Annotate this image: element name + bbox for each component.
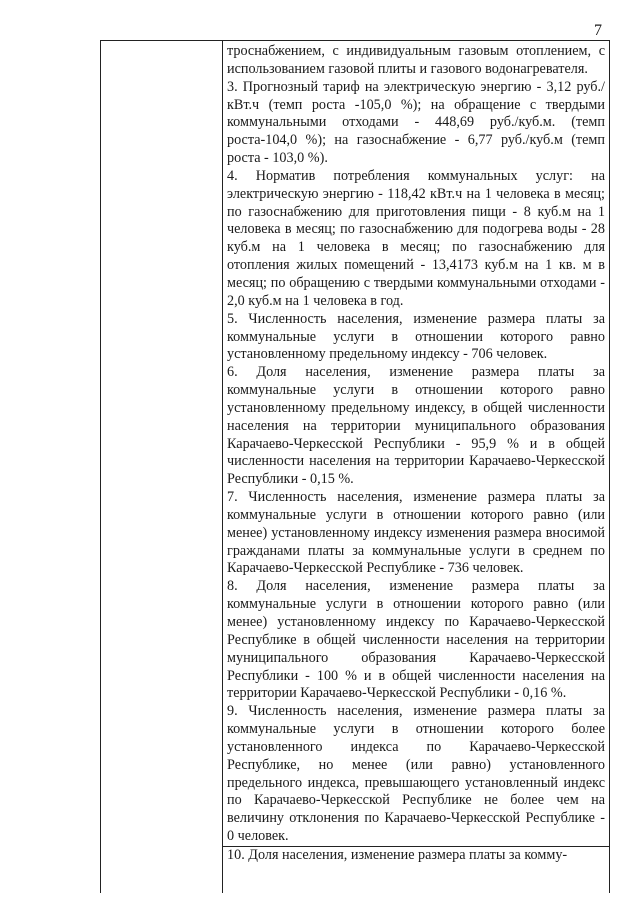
paragraph-item-7: 7. Численность населения, изменение размера платы за коммунальные услуги в отношении которого равно (или менее) установленному индексу изменения размера вносимой гражданами платы за коммунальные услуги в среднем по Карачаево-Черкесской Республике - 736 человек. xyxy=(227,489,605,577)
table-column-divider xyxy=(222,40,223,893)
paragraph-item-4: 4. Норматив потребления коммунальных услуг: на электрическую энергию - 118,42 кВт.ч на 1 человека в месяц; по газоснабжению для приготовления пищи - 8 куб.м на 1 человека в месяц; по газоснабжению для подогрева воды - 28 куб.м на 1 человека в месяц; по газоснабжению для отопления жилых помещений - 13,4173 куб.м на 1 кв. м в месяц; по обращению с твердыми коммунальными отходами - 2,0 куб.м на 1 человека в год. xyxy=(227,167,605,309)
table-cell-text xyxy=(227,43,605,865)
paragraph-item-6: 6. Доля населения, изменение размера платы за коммунальные услуги в отношении которого равно установленному предельному индексу, в общей численности населения на территории муниципального образования Карачаево-Черкесской Республики - 95,9 % и в общей численности населения на территории Карачаево-Черкесской Республики - 0,15 %. xyxy=(227,364,605,488)
paragraph-item-5: 5. Численность населения, изменение размера платы за коммунальные услуги в отношении которого равно установленному предельному индексу - 706 человек. xyxy=(227,310,605,363)
paragraph-item-9: 9. Численность населения, изменение размера платы за коммунальные услуги в отношении которого более установленного индекса по Карачаево-Черкесской Республике, но менее (или равно) установленного предельного индекса, превышающего установленный индекс по Карачаево-Черкесской Республике не более чем на величину отклонения по Карачаево-Черкесской Республике - 0 человек. xyxy=(227,703,605,845)
page-number: 7 xyxy=(594,22,602,39)
table-border-left xyxy=(100,40,101,893)
paragraph-item-10: 10. Доля населения, изменение размера платы за комму- xyxy=(227,846,568,863)
paragraph-item-8: 8. Доля населения, изменение размера платы за коммунальные услуги в отношении которого равно (или менее) установленному индексу по Карачаево-Черкесской Республике в общей численности населения на территории муниципального образования Карачаево-Черкесской Республики - 100 % и в общей численности населения на территории Карачаево-Черкесской Республики - 0,16 %. xyxy=(227,578,605,702)
paragraph-item-3: 3. Прогнозный тариф на электрическую энергию - 3,12 руб./кВт.ч (темп роста -105,0 %); на обращение с твердыми коммунальными отходами - 448,69 руб./куб.м. (темп роста-104,0 %); на газоснабжение - 6,77 руб./куб.м (темп роста - 103,0 %). xyxy=(227,78,605,167)
paragraph-continuation: троснабжением, с индивидуальным газовым отоплением, с использованием газовой плиты и газового водонагревателя. xyxy=(227,43,605,77)
table-border-right xyxy=(609,40,610,893)
